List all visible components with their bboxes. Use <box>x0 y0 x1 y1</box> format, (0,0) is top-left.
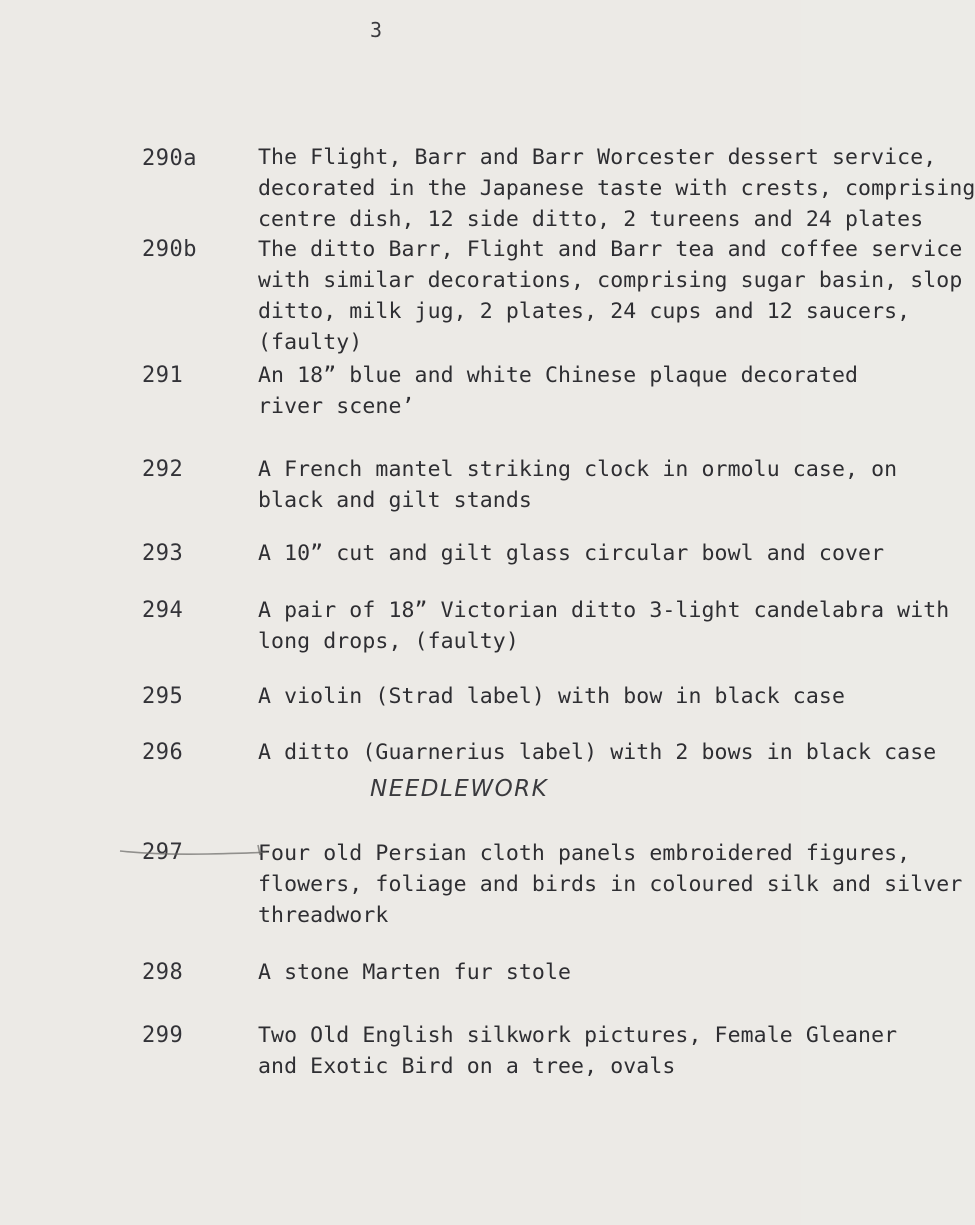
lot-number: 293 <box>142 541 184 566</box>
lot-description <box>258 681 845 712</box>
description-line: The ditto Barr, Flight and Barr tea and coffee service <box>258 237 963 262</box>
lot-number: 296 <box>142 740 184 765</box>
description-line: centre dish, 12 side ditto, 2 tureens and 24 plates <box>258 207 924 232</box>
lot-description <box>258 595 950 657</box>
description-line: A violin (Strad label) with bow in black case <box>258 684 845 709</box>
description-line: A ditto (Guarnerius label) with 2 bows in black case <box>258 740 937 765</box>
description-line: A French mantel striking clock in ormolu case, on <box>258 457 898 482</box>
description-line: long drops, (faulty) <box>258 629 519 654</box>
description-line: A 10” cut and gilt glass circular bowl and cover <box>258 541 885 566</box>
description-line: An 18” blue and white Chinese plaque decorated <box>258 363 859 388</box>
description-line: ditto, milk jug, 2 plates, 24 cups and 12 saucers, <box>258 299 911 324</box>
lot-description <box>258 234 963 358</box>
lot-description <box>258 737 937 768</box>
lot-number: 299 <box>142 1023 184 1048</box>
lot-number: 297 <box>142 840 184 865</box>
description-line: Four old Persian cloth panels embroidered figures, <box>258 841 911 866</box>
description-line: flowers, foliage and birds in coloured silk and silver <box>258 872 963 897</box>
lot-number: 292 <box>142 457 184 482</box>
description-line: (faulty) <box>258 330 363 355</box>
description-line: black and gilt stands <box>258 488 532 513</box>
lot-number: 290a <box>142 146 197 171</box>
lot-description <box>258 957 798 988</box>
description-line: A pair of 18” Victorian ditto 3-light candelabra with <box>258 598 950 623</box>
section-heading: NEEDLEWORK <box>370 776 549 802</box>
lot-description <box>258 142 975 235</box>
lot-number: 290b <box>142 237 197 262</box>
lot-number: 298 <box>142 960 184 985</box>
description-line: with similar decorations, comprising sugar basin, slop <box>258 268 963 293</box>
lot-description <box>258 538 885 569</box>
lot-number: 294 <box>142 598 184 623</box>
description-line: and Exotic Bird on a tree, ovals <box>258 1054 676 1079</box>
lot-number: 295 <box>142 684 184 709</box>
description-line: decorated in the Japanese taste with crests, comprising <box>258 176 975 201</box>
lot-description <box>258 454 898 516</box>
lot-number: 291 <box>142 363 184 388</box>
lot-description <box>258 360 859 422</box>
description-line: river sceneʼ <box>258 394 415 419</box>
description-line: The Flight, Barr and Barr Worcester dessert service, <box>258 145 937 170</box>
lot-description <box>258 1020 898 1082</box>
lot-description <box>258 838 963 931</box>
description-line: threadwork <box>258 903 389 928</box>
description-line: A stone Marten fur stole <box>258 960 572 985</box>
description-line: Two Old English silkwork pictures, Female Gleaner <box>258 1023 898 1048</box>
pencil-bracket-mark <box>118 843 268 857</box>
page-number: 3 <box>370 18 383 42</box>
